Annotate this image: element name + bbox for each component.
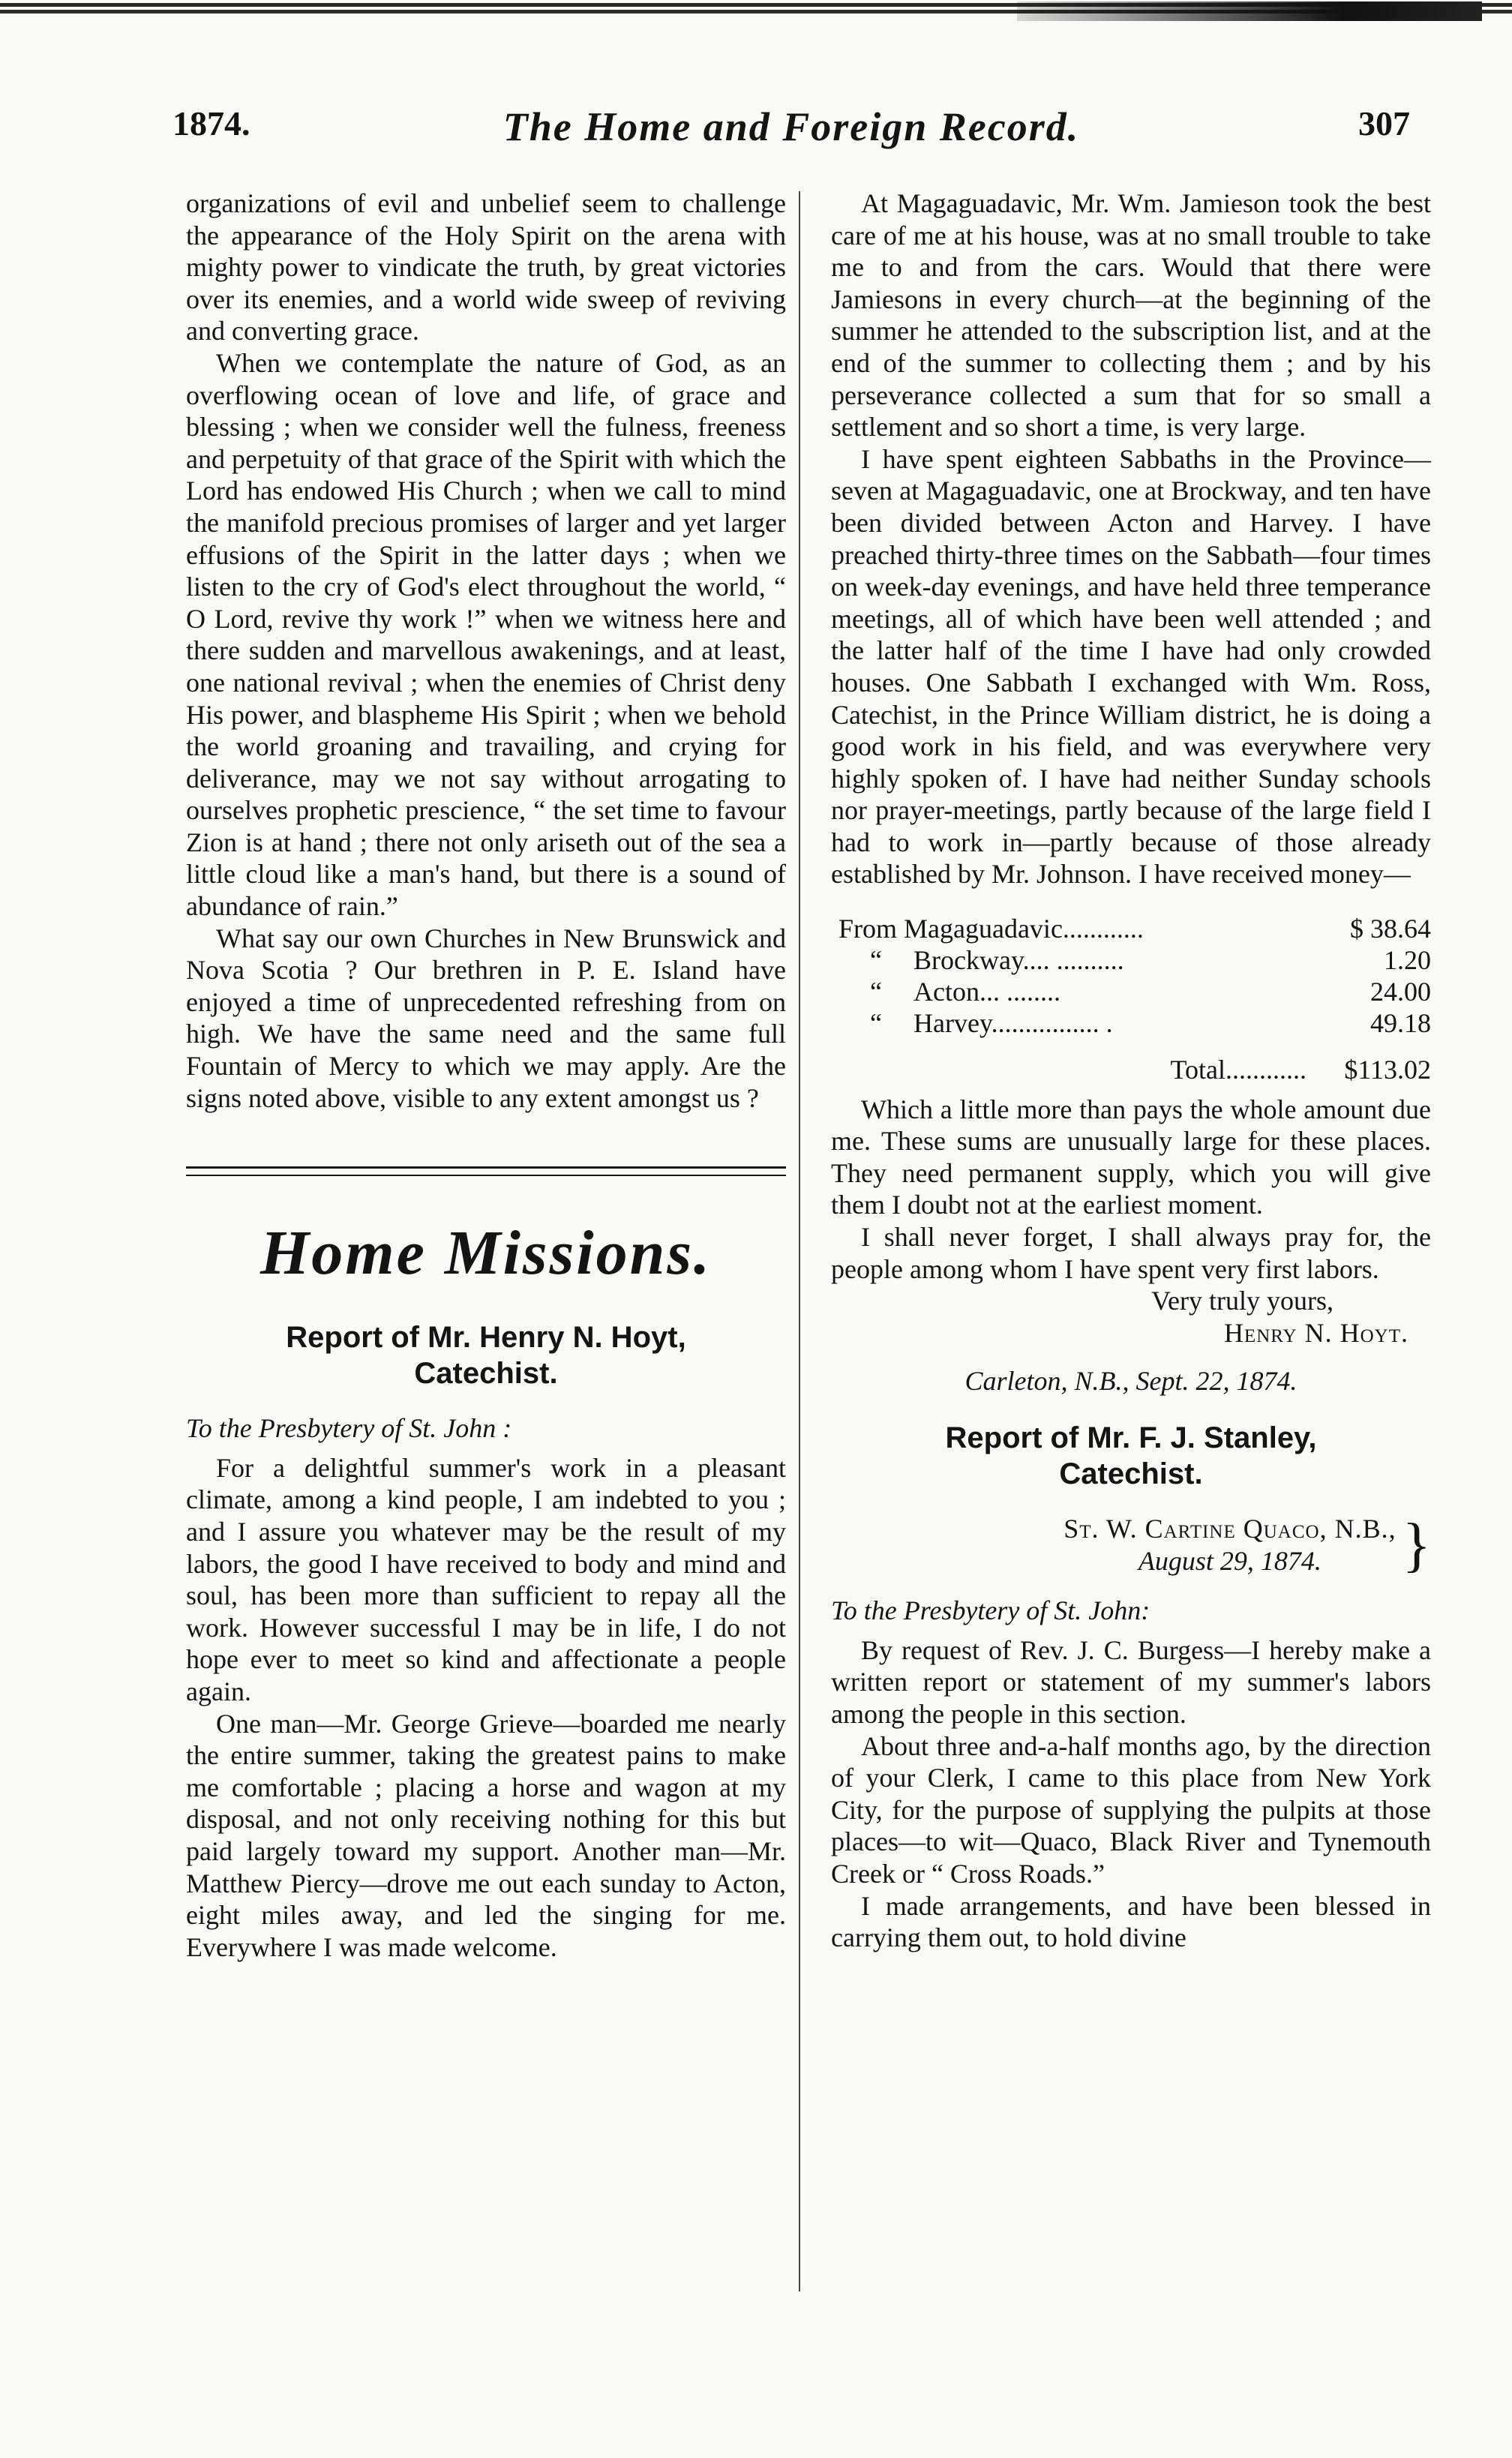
money-amount: $ 38.64: [1350, 914, 1431, 944]
money-label: Brockway: [914, 945, 1023, 976]
header-year: 1874.: [172, 104, 250, 143]
money-amount: 24.00: [1370, 977, 1431, 1007]
left-column: [186, 188, 786, 1963]
paragraph: What say our own Churches in New Brunswick and Nova Scotia ? Our brethren in P. E. Island have enjoyed a time of unprecedented refreshing from on high. We have the same need and the same full Fountain of Mercy to which we may apply. Are the signs noted above, visible to any extent amongst us ?: [186, 923, 786, 1113]
signature: Henry N. Hoyt.: [1223, 1317, 1408, 1348]
money-total-row: [831, 1054, 1431, 1086]
paragraph: About three and-a-half months ago, by the direction of your Clerk, I came to this place from New York City, for the purpose of supplying the pulpits at those places—to wit—Quaco, Black River and Tynemouth Creek or “ Cross Roads.”: [831, 1730, 1431, 1889]
report-title: [186, 1319, 786, 1391]
report-title-line: Report of Mr. Henry N. Hoyt,: [286, 1321, 686, 1355]
ditto-mark: “: [870, 945, 882, 976]
paragraph: By request of Rev. J. C. Burgess—I hereby make a written report or statement of my summer's labors among the people in this section.: [831, 1634, 1431, 1729]
money-total-amount: $113.02: [1344, 1055, 1431, 1085]
paragraph: Which a little more than pays the whole amount due me. These sums are unusually large for these places. They need permanent supply, which you will give them I doubt not at the earliest moment.: [831, 1094, 1431, 1220]
header-page-number: 307: [1358, 104, 1410, 143]
right-column: [831, 188, 1431, 1954]
money-row: [831, 944, 1431, 976]
report-title-line: Report of Mr. F. J. Stanley,: [945, 1421, 1317, 1454]
money-table: [831, 913, 1431, 1086]
money-label: Acton: [914, 977, 980, 1007]
dateline-date: August 29, 1874.: [1138, 1545, 1322, 1576]
dateline-place: St. W. Cartine Quaco, N.B.,: [1064, 1514, 1396, 1544]
money-dots: ... ........: [979, 977, 1060, 1007]
salutation: To the Presbytery of St. John:: [831, 1595, 1150, 1626]
paragraph: organizations of evil and unbelief seem to challenge the appearance of the Holy Spirit on the arena with mighty power to vindicate the truth, by great victories over its enemies, and a world wide sweep of reviving and converting grace.: [186, 188, 786, 347]
paragraph: I made arrangements, and have been blessed in carrying them out, to hold divine: [831, 1890, 1431, 1953]
report-title-line: Catechist.: [1059, 1457, 1203, 1490]
scan-edge-shadow: [1017, 2, 1482, 21]
ditto-mark: “: [870, 1008, 882, 1039]
place-date: Carleton, N.B., Sept. 22, 1874.: [964, 1366, 1298, 1397]
money-dots: .... ..........: [1022, 945, 1124, 976]
paragraph: For a delightful summer's work in a pleasant climate, among a kind people, I am indebted to you ; and I assure you whatever may be the result of my labors, the good I have received to body and mind and soul, has been more than sufficient to repay all the work. However successful I may be in life, I do not hope ever to meet so kind and affectionate a people again.: [186, 1452, 786, 1706]
header-title: The Home and Foreign Record.: [502, 104, 1080, 149]
money-row: [831, 913, 1431, 944]
section-rule: [186, 1166, 786, 1176]
closing: Very truly yours,: [1151, 1286, 1334, 1316]
section-title: Home Missions.: [260, 1218, 712, 1289]
money-dots: ............: [1062, 914, 1144, 944]
paragraph: At Magaguadavic, Mr. Wm. Jamieson took the best care of me at his house, was at no small trouble to take me to and from the cars. Would that there were Jamiesons in every church—at the beginning of the summer he attended to the subscription list, and at the end of the summer to collecting them ; and by his perseverance collected a sum that for so small a settlement and so short a time, is very large.: [831, 188, 1431, 443]
paragraph: I shall never forget, I shall always pray for, the people among whom I have spent very first labors.: [831, 1222, 1431, 1284]
report-title: [831, 1420, 1431, 1492]
money-label: From Magaguadavic: [838, 914, 1063, 944]
report-title-line: Catechist.: [414, 1357, 558, 1391]
money-total-label: Total............: [1170, 1055, 1306, 1085]
money-amount: 49.18: [1370, 1008, 1431, 1039]
brace-icon: }: [1402, 1511, 1431, 1578]
money-row: [831, 1007, 1431, 1039]
dateline: [831, 1513, 1431, 1577]
page-top-edge: [0, 0, 1512, 23]
money-dots: ................ .: [991, 1008, 1113, 1039]
salutation: To the Presbytery of St. John :: [186, 1413, 512, 1444]
paragraph: One man—Mr. George Grieve—boarded me nearly the entire summer, taking the greatest pains to make me comfortable ; placing a horse and wagon at my disposal, and not only receiving nothing for this but paid largely toward my support. Another man—Mr. Matthew Piercy—drove me out each sunday to Acton, eight miles away, and led the singing for me. Everywhere I was made welcome.: [186, 1708, 786, 1962]
running-header: [172, 104, 1410, 156]
ditto-mark: “: [870, 977, 882, 1007]
paragraph: I have spent eighteen Sabbaths in the Province—seven at Magaguadavic, one at Brockway, and ten have been divided between Acton and Harvey. I have preached thirty-three times on the Sabbath—four times on week-day evenings, and have held three temperance meetings, all of which have been well attended ; and the latter half of the time I have had only crowded houses. One Sabbath I exchanged with Wm. Ross, Catechist, in the Prince William district, he is doing a good work in his field, and was everywhere very highly spoken of. I have had neither Sunday schools nor prayer-meetings, partly because of the large field I had to work in—partly because of those already established by Mr. Johnson. I have received money—: [831, 443, 1431, 890]
money-row: [831, 976, 1431, 1007]
money-amount: 1.20: [1384, 945, 1431, 976]
paragraph: When we contemplate the nature of God, as an overflowing ocean of love and life, of grace and blessing ; when we consider well the fulness, freeness and perpetuity of that grace of the Spirit with which the Lord has endowed His Church ; when we call to mind the manifold precious promises of larger and yet larger effusions of the Spirit in the latter days ; when we listen to the cry of God's elect throughout the world, “ O Lord, revive thy work !” when we witness here and there sudden and marvellous awakenings, and at least, one national revival ; when the enemies of Christ deny His power, and blaspheme His Spirit ; when we behold the world groaning and travailing, and crying for deliverance, may we not say without arrogating to ourselves prophetic prescience, “ the set time to favour Zion is at hand ; there not only ariseth out of the sea a little cloud like a man's hand, but there is a sound of abundance of rain.”: [186, 347, 786, 922]
column-divider: [799, 191, 800, 2291]
money-label: Harvey: [914, 1008, 992, 1039]
